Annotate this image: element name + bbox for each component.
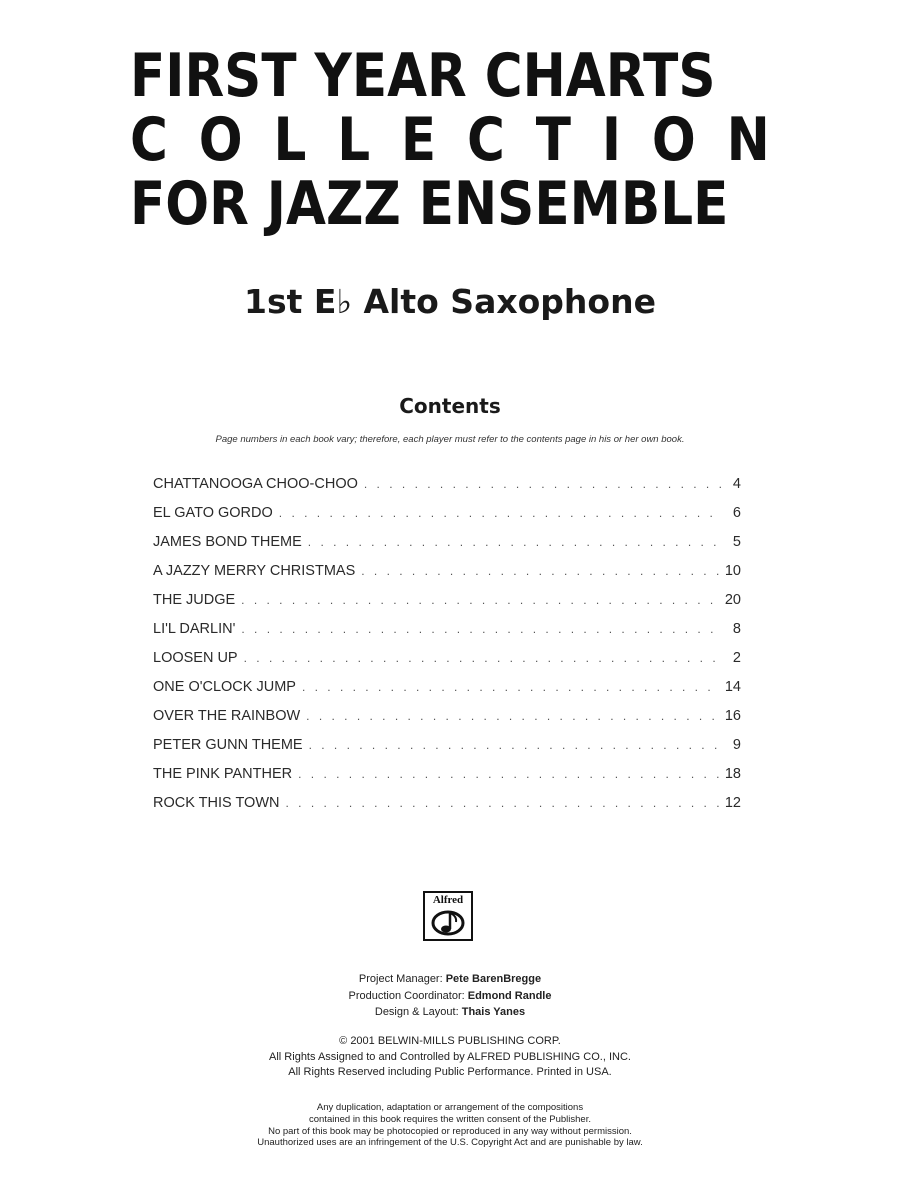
- title-letter: O: [651, 105, 696, 175]
- dot-leader: [244, 651, 721, 665]
- publisher-logo-text: Alfred: [432, 894, 464, 906]
- copyright-block: [0, 1034, 900, 1081]
- title-letter: C: [467, 105, 505, 175]
- legal-notice: [0, 1102, 900, 1149]
- legal-line: Unauthorized uses are an infringement of the U.S. Copyright Act and are punishable by law.: [257, 1137, 643, 1149]
- contents-page-number: 4: [732, 476, 741, 492]
- title-letter: O: [198, 105, 243, 175]
- dot-leader: [298, 767, 719, 781]
- contents-page-number: 12: [724, 795, 741, 811]
- contents-title: CHATTANOOGA CHOO-CHOO: [153, 476, 358, 492]
- publisher-logo: [423, 891, 473, 941]
- contents-page-number: 2: [732, 650, 741, 666]
- contents-row: [153, 795, 741, 824]
- contents-row: [153, 737, 741, 766]
- title-letter: E: [400, 105, 437, 175]
- title-letter: L: [337, 105, 371, 175]
- contents-row: [153, 592, 741, 621]
- contents-row: [153, 679, 741, 708]
- contents-row: [153, 505, 741, 534]
- contents-row: [153, 621, 741, 650]
- contents-page-number: 16: [724, 708, 741, 724]
- credit-line: [0, 988, 900, 1005]
- contents-page-number: 8: [732, 621, 741, 637]
- contents-list: [153, 476, 741, 824]
- title-letter: T: [535, 105, 571, 175]
- dot-leader: [308, 535, 721, 549]
- contents-note: Page numbers in each book vary; therefore, each player must refer to the contents page in his or her own book.: [215, 434, 685, 445]
- credit-name: Pete BarenBregge: [445, 973, 542, 985]
- contents-page-number: 10: [724, 563, 741, 579]
- contents-row: [153, 766, 741, 795]
- contents-row: [153, 708, 741, 737]
- legal-line: Any duplication, adaptation or arrangement of the compositions: [316, 1102, 584, 1113]
- credit-line: [0, 971, 900, 988]
- credits-block: [0, 971, 900, 1021]
- dot-leader: [364, 477, 721, 491]
- credit-role: Production Coordinator:: [348, 989, 468, 1002]
- book-title: [130, 41, 770, 239]
- copyright-line: © 2001 BELWIN-MILLS PUBLISHING CORP.: [339, 1035, 561, 1047]
- contents-row: [153, 563, 741, 592]
- contents-title: LI'L DARLIN': [153, 621, 236, 637]
- instrument-subtitle: 1st E♭ Alto Saxophone: [244, 282, 656, 321]
- title-line-3: FOR JAZZ ENSEMBLE: [130, 169, 729, 239]
- title-letter: I: [601, 105, 622, 175]
- dot-leader: [309, 738, 721, 752]
- music-note-emblem-icon: [429, 909, 467, 937]
- title-letter: N: [726, 105, 770, 175]
- dot-leader: [279, 506, 721, 520]
- legal-line: No part of this book may be photocopied or reproduced in any way without permission.: [268, 1125, 632, 1137]
- dot-leader: [241, 593, 719, 607]
- contents-page-number: 14: [724, 679, 741, 695]
- contents-title: EL GATO GORDO: [153, 505, 273, 521]
- copyright-line: All Rights Assigned to and Controlled by ALFRED PUBLISHING CO., INC.: [269, 1050, 631, 1063]
- contents-title: A JAZZY MERRY CHRISTMAS: [153, 563, 356, 579]
- contents-row: [153, 534, 741, 563]
- credit-name: Edmond Randle: [467, 989, 552, 1002]
- credit-role: Design & Layout:: [374, 1006, 462, 1018]
- contents-row: [153, 476, 741, 505]
- contents-title: THE PINK PANTHER: [153, 766, 293, 782]
- contents-title: ROCK THIS TOWN: [153, 795, 280, 811]
- contents-title: OVER THE RAINBOW: [153, 708, 301, 724]
- legal-line: contained in this book requires the written consent of the Publisher.: [308, 1113, 591, 1125]
- credit-name: Thais Yanes: [461, 1006, 526, 1018]
- dot-leader: [306, 709, 719, 723]
- credit-role: Project Manager:: [358, 973, 446, 985]
- contents-title: THE JUDGE: [153, 592, 236, 608]
- title-line-1: FIRST YEAR CHARTS: [130, 41, 716, 111]
- title-letter: C: [130, 105, 168, 175]
- dot-leader: [286, 796, 719, 810]
- contents-row: [153, 650, 741, 679]
- contents-page-number: 18: [724, 766, 741, 782]
- dot-leader: [361, 564, 719, 578]
- contents-title: ONE O'CLOCK JUMP: [153, 679, 296, 695]
- contents-page-number: 5: [732, 534, 741, 550]
- dot-leader: [241, 622, 721, 636]
- title-letter: L: [273, 105, 307, 175]
- contents-title: JAMES BOND THEME: [153, 534, 302, 550]
- contents-page-number: 20: [724, 592, 741, 608]
- contents-title: PETER GUNN THEME: [153, 737, 303, 753]
- dot-leader: [302, 680, 719, 694]
- contents-page-number: 6: [732, 505, 741, 521]
- title-line-2: [130, 105, 770, 175]
- contents-heading: Contents: [399, 394, 501, 418]
- copyright-line: All Rights Reserved including Public Performance. Printed in USA.: [288, 1066, 612, 1078]
- credit-line: [0, 1004, 900, 1021]
- contents-page-number: 9: [732, 737, 741, 753]
- contents-title: LOOSEN UP: [153, 650, 238, 666]
